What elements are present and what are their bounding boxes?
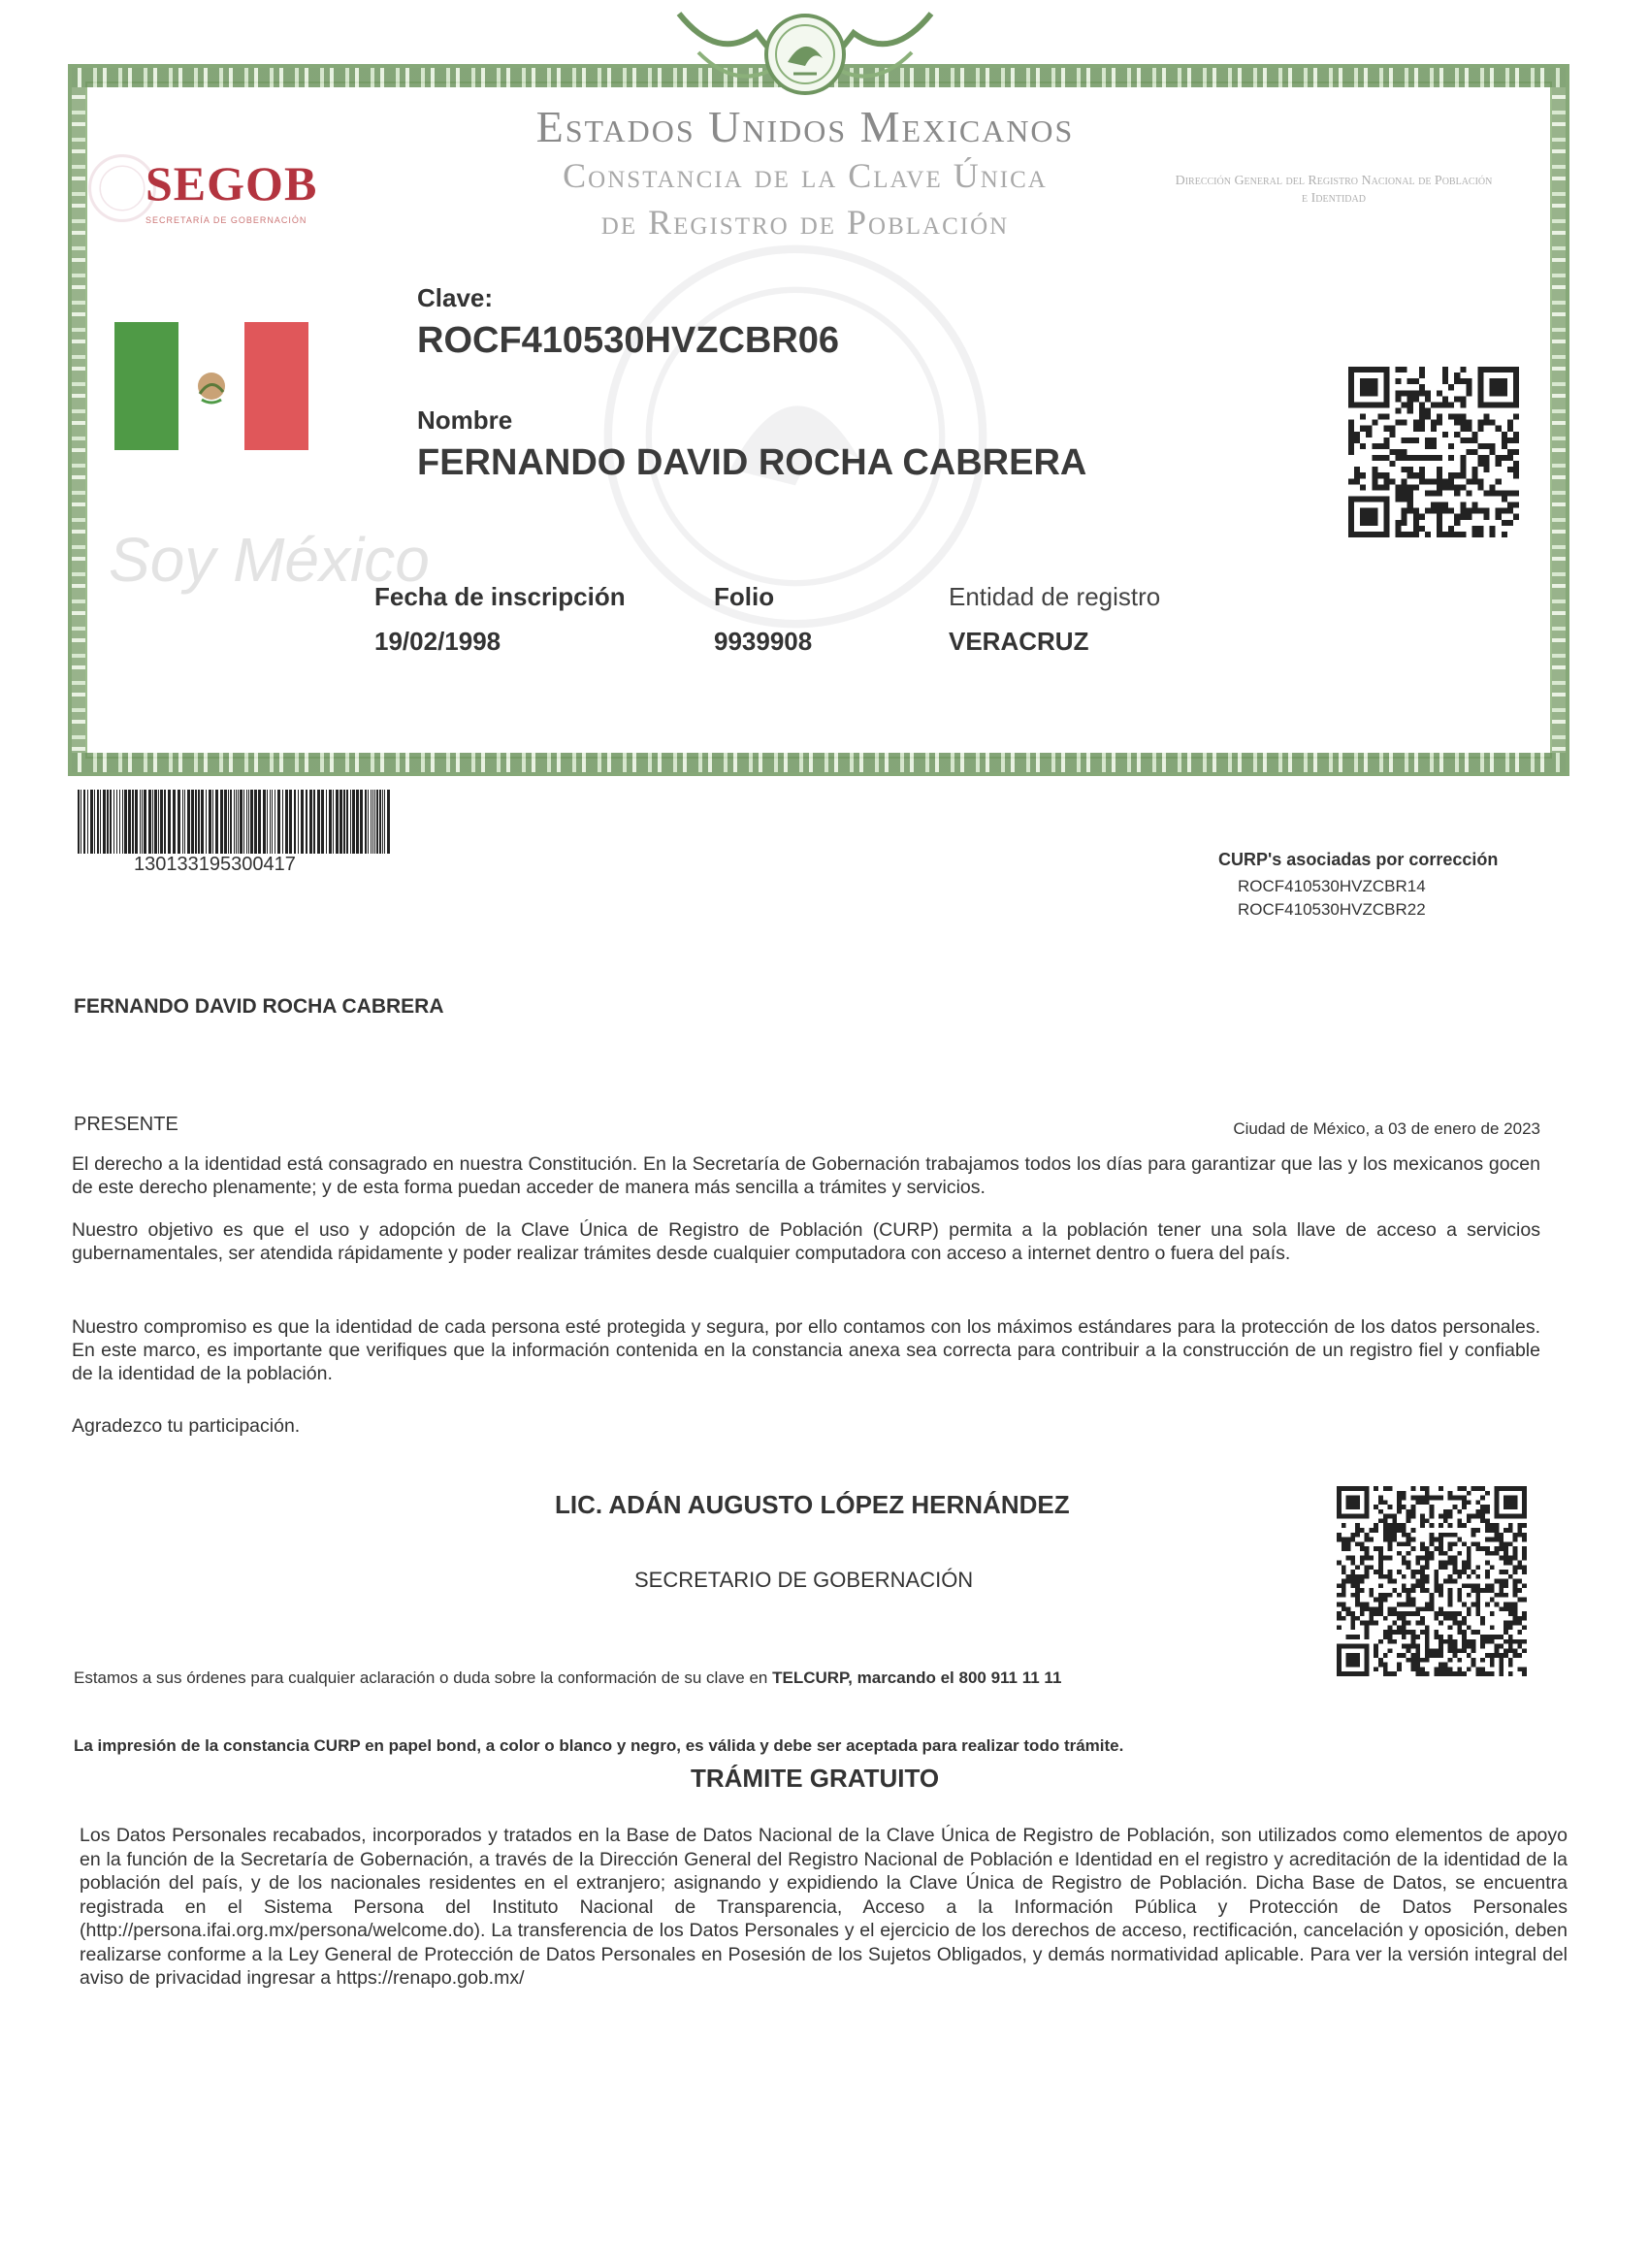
- soy-mexico-watermark: Soy México: [109, 525, 430, 595]
- barcode-icon: [78, 790, 394, 854]
- letter-paragraph: El derecho a la identidad está consagrado en nuestra Constitución. En la Secretaría de Gobernación trabajamos todos los días para garantizar que las y los mexicanos gocen de este derecho plenamente; y de esta forma puedan acceder de manera más sencilla a trámites y servicios.: [72, 1153, 1540, 1198]
- document-subtitle-line2: de Registro de Población: [600, 203, 1010, 242]
- associated-curps-title: CURP's asociadas por corrección: [1218, 850, 1499, 869]
- clave-label: Clave:: [417, 283, 494, 312]
- folio-value: 9939908: [714, 627, 813, 656]
- print-validity-notice: La impresión de la constancia CURP en papel bond, a color o blanco y negro, es válida y debe ser aceptada para realizar todo trámite.: [74, 1736, 1124, 1755]
- fecha-inscripcion-label: Fecha de inscripción: [374, 582, 626, 611]
- telcurp-notice: [74, 1669, 1061, 1688]
- letter-recipient: FERNANDO DAVID ROCHA CABRERA: [74, 995, 444, 1018]
- letter-date: Ciudad de México, a 03 de enero de 2023: [1233, 1119, 1540, 1138]
- telcurp-text: Estamos a sus órdenes para cualquier aclaración o duda sobre la conformación de su clave en: [74, 1669, 773, 1687]
- signature-qr-code-icon: [1337, 1486, 1527, 1676]
- entidad-registro-value: VERACRUZ: [949, 627, 1089, 656]
- national-emblem-icon: [660, 0, 951, 101]
- telcurp-phone: TELCURP, marcando el 800 911 11 11: [772, 1669, 1062, 1687]
- associated-curp-item: ROCF410530HVZCBR22: [1238, 900, 1426, 919]
- associated-curp-item: ROCF410530HVZCBR14: [1238, 877, 1426, 895]
- nombre-label: Nombre: [417, 405, 513, 435]
- folio-label: Folio: [714, 582, 775, 611]
- issuing-directorate: Dirección General del Registro Nacional de Población e Identidad: [1175, 174, 1493, 206]
- frame-border-bottom: [72, 753, 1566, 772]
- frame-border-left: [72, 87, 85, 753]
- segob-subtitle: SECRETARÍA DE GOBERNACIÓN: [146, 215, 307, 225]
- free-procedure-heading: TRÁMITE GRATUITO: [691, 1764, 940, 1793]
- letter-paragraph: Nuestro compromiso es que la identidad de cada persona esté protegida y segura, por ello contamos con los máximos estándares para la protección de los datos personales. En este marco, es importante que verifiques que la información contenida en la constancia anexa sea correcta para contribuir a la construcción de un registro fiel y confiable de la identidad de la población.: [72, 1316, 1540, 1384]
- nombre-value: FERNANDO DAVID ROCHA CABRERA: [417, 442, 1087, 483]
- privacy-notice: Los Datos Personales recabados, incorporados y tratados en la Base de Datos Nacional de la Clave Única de Registro de Población, son utilizados como elementos de apoyo en la función de la Secretaría de Gobernación, a través de la Dirección General del Registro Nacional de Población e Identidad en el registro y acreditación de la identidad de la población del país, y de los nacionales residentes en el extranjero; asignando y expidiendo la Clave Única de Registro de Población. Dicha Base de Datos, se encuentra registrada en el Sistema Persona del Instituto Nacional de Transparencia, Acceso a la Información Pública y Protección de Datos Personales (http://persona.ifai.org.mx/persona/welcome.do). La transferencia de los Datos Personales y el ejercicio de los derechos de acceso, rectificación, cancelación y oposición, deben realizarse conforme a la Ley General de Protección de Datos Personales en Posesión de los Sujetos Obligados, y demás normatividad aplicable. Para ver la versión integral del aviso de privacidad ingresar a https://renapo.gob.mx/: [80, 1825, 1568, 1989]
- signer-position: SECRETARIO DE GOBERNACIÓN: [634, 1568, 974, 1592]
- document-title: Estados Unidos Mexicanos: [535, 102, 1075, 151]
- letter-salutation: PRESENTE: [74, 1114, 178, 1135]
- barcode-number: 130133195300417: [134, 854, 296, 875]
- frame-border-right: [1552, 87, 1566, 753]
- fecha-inscripcion-value: 19/02/1998: [374, 627, 501, 656]
- segob-logo-text: SEGOB: [146, 156, 318, 211]
- letter-closing: Agradezco tu participación.: [72, 1415, 301, 1437]
- document-subtitle-line1: Constancia de la Clave Única: [563, 156, 1048, 195]
- qr-code-icon: [1348, 367, 1519, 537]
- entidad-registro-label: Entidad de registro: [949, 582, 1161, 611]
- signer-name: LIC. ADÁN AUGUSTO LÓPEZ HERNÁNDEZ: [555, 1490, 1070, 1519]
- clave-value: ROCF410530HVZCBR06: [417, 320, 840, 361]
- letter-paragraph: Nuestro objetivo es que el uso y adopción de la Clave Única de Registro de Población (CURP) permita a la población tener una sola llave de acceso a servicios gubernamentales, ser atendida rápidamente y poder realizar trámites desde cualquier computadora con acceso a internet dentro o fuera del país.: [72, 1219, 1540, 1264]
- mexican-flag-icon: [114, 322, 308, 450]
- seal-watermark-icon: [592, 233, 999, 640]
